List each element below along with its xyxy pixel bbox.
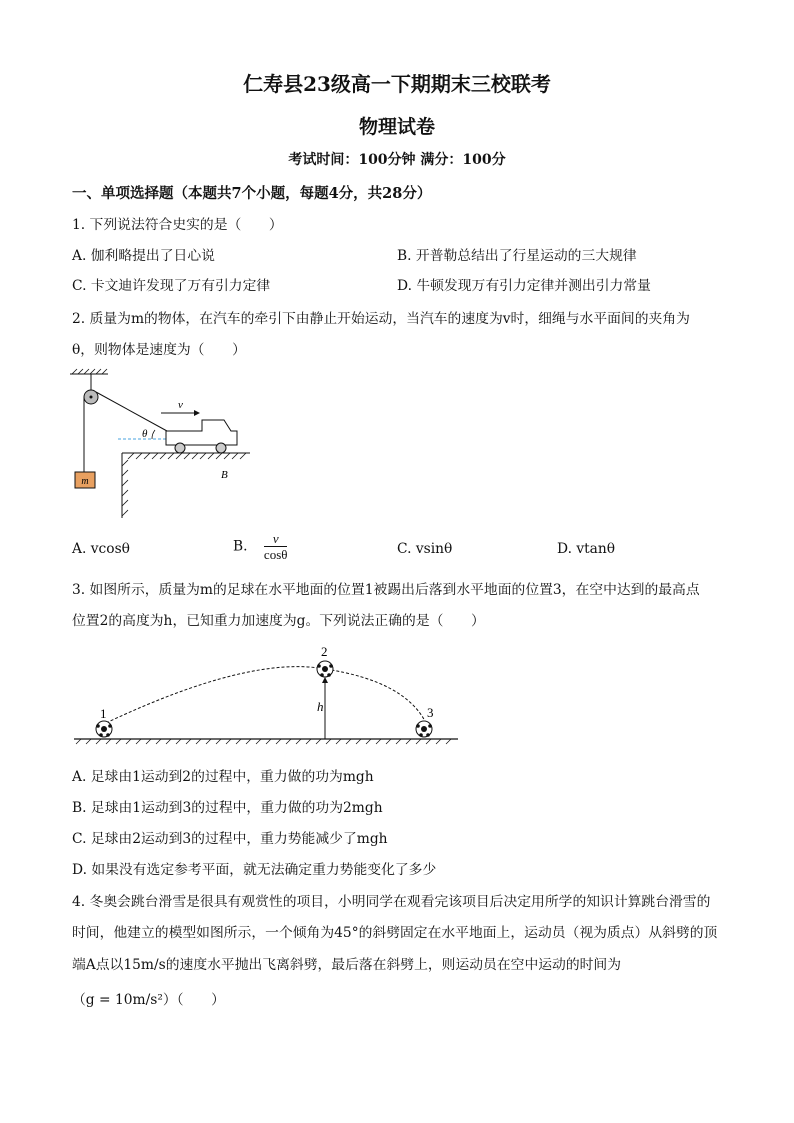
q2-stem-line1: 2. 质量为m的物体，在汽车的牵引下由静止开始运动，当汽车的速度为v时，细绳与水平面间的夹角为 <box>72 311 690 327</box>
exam-meta: 考试时间：100分钟 满分：100分 <box>288 152 506 168</box>
q3-ball-1 <box>96 721 112 737</box>
q2-option-d[interactable]: D. vtanθ <box>557 541 616 557</box>
q3-ball-2 <box>317 661 333 677</box>
q4-stem-line4: （g = 10m/s²）（ ） <box>72 992 225 1008</box>
q1-option-d[interactable]: D. 牛顿发现万有引力定律并测出引力常量 <box>397 278 651 294</box>
q3-height-label: h <box>317 699 324 714</box>
subject-title: 物理试卷 <box>358 116 435 138</box>
exam-title: 仁寿县23级高一下期期末三校联考 <box>243 72 551 96</box>
q2-theta-label: θ <box>142 428 148 440</box>
q2-option-c[interactable]: C. vsinθ <box>397 541 453 557</box>
q2-pulley-car-diagram <box>66 368 258 522</box>
q3-position-3-label: 3 <box>427 705 434 720</box>
q1-option-c[interactable]: C. 卡文迪许发现了万有引力定律 <box>72 278 271 294</box>
q3-position-1-label: 1 <box>100 706 107 721</box>
q1-option-a[interactable]: A. 伽利略提出了日心说 <box>72 248 215 264</box>
q3-stem-line1: 3. 如图所示，质量为m的足球在水平地面的位置1被踢出后落到水平地面的位置3，在空中达到的最高点 <box>72 582 700 598</box>
q3-ball-3 <box>416 721 432 737</box>
q2-stem-line2: θ，则物体是速度为（ ） <box>72 342 246 358</box>
q2-option-a[interactable]: A. vcosθ <box>72 541 130 557</box>
q1-stem: 1. 下列说法符合史实的是（ ） <box>72 217 283 233</box>
q4-stem-line1: 4. 冬奥会跳台滑雪是很具有观赏性的项目，小明同学在观看完该项目后决定用所学的知识计算跳台滑雪的 <box>72 894 711 910</box>
q3-stem-line2: 位置2的高度为h，已知重力加速度为g。下列说法正确的是（ ） <box>72 613 485 629</box>
q3-option-a[interactable]: A. 足球由1运动到2的过程中，重力做的功为mgh <box>72 769 374 785</box>
q4-stem-line3: 端A点以15m/s的速度水平抛出飞离斜劈，最后落在斜劈上，则运动员在空中运动的时间为 <box>72 957 622 973</box>
q2-option-b[interactable] <box>233 532 287 562</box>
q2-option-b-numerator: v <box>264 532 288 547</box>
q3-football-trajectory-diagram <box>70 643 462 749</box>
q3-option-d[interactable]: D. 如果没有选定参考平面，就无法确定重力势能变化了多少 <box>72 862 437 878</box>
q2-option-b-prefix: B. <box>233 538 248 555</box>
q4-stem-line2: 时间，他建立的模型如图所示，一个倾角为45°的斜劈固定在水平地面上，运动员（视为质点）从斜劈的顶 <box>72 925 718 941</box>
section-heading: 一、单项选择题（本题共7个小题，每题4分，共28分） <box>72 185 432 202</box>
q2-point-b-label: B <box>221 469 228 481</box>
q2-velocity-label: v <box>178 399 183 411</box>
q2-option-b-fraction <box>264 532 288 562</box>
q1-option-b[interactable]: B. 开普勒总结出了行星运动的三大规律 <box>397 248 637 264</box>
q2-mass-label: m <box>81 476 89 487</box>
q3-option-b[interactable]: B. 足球由1运动到3的过程中，重力做的功为2mgh <box>72 800 383 816</box>
q3-position-2-label: 2 <box>321 644 328 659</box>
q3-option-c[interactable]: C. 足球由2运动到3的过程中，重力势能减少了mgh <box>72 831 388 847</box>
q2-option-b-denominator: cosθ <box>263 547 288 562</box>
